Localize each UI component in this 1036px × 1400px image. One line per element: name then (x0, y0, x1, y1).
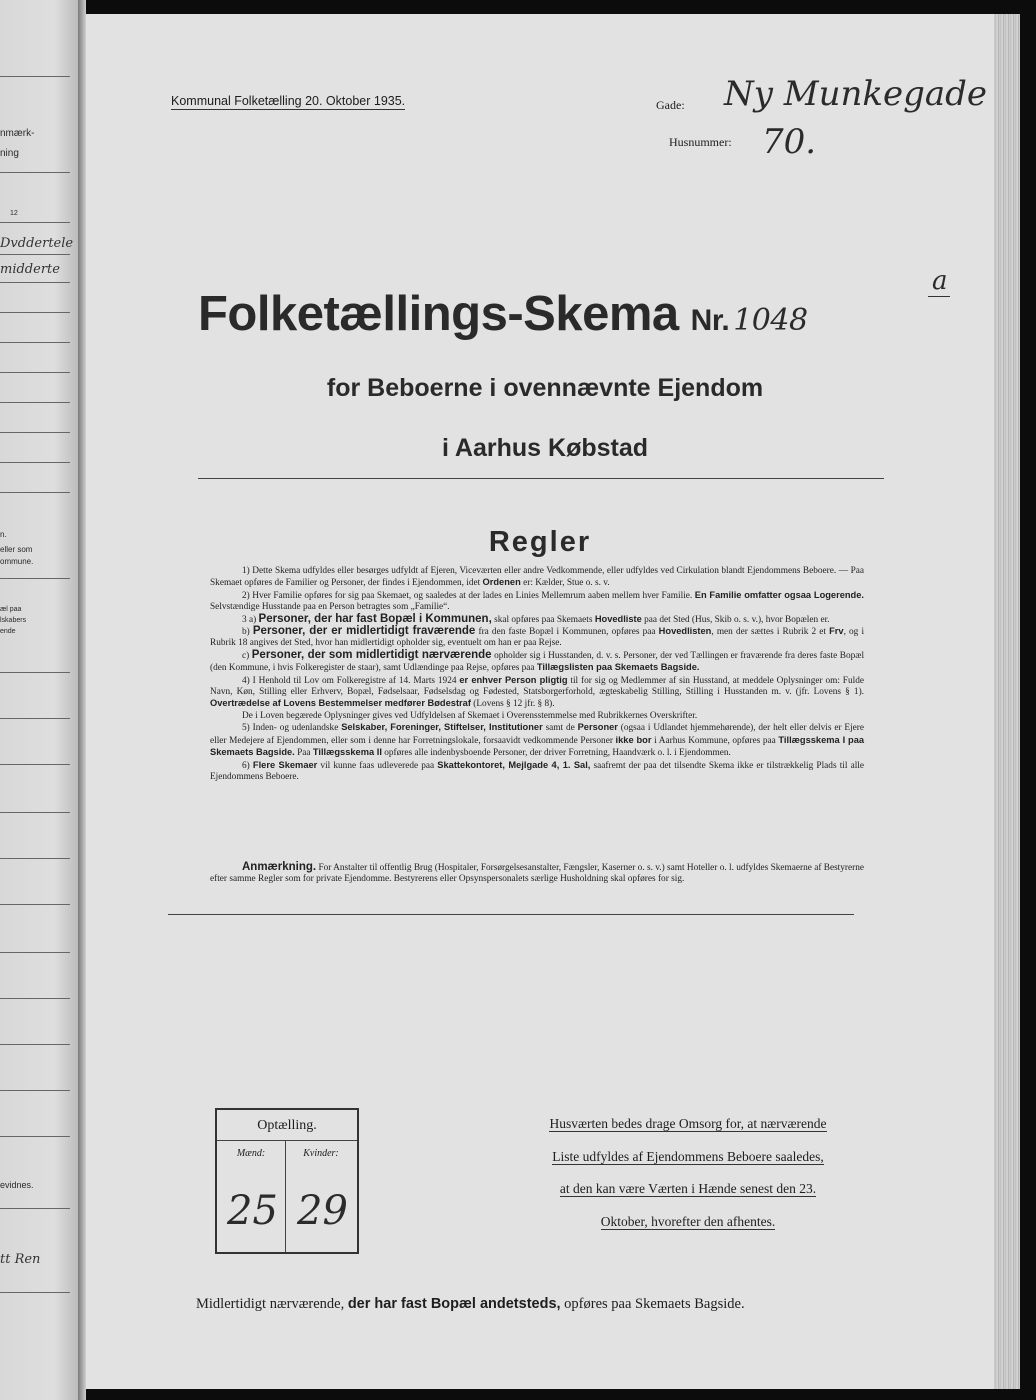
ruled-line (0, 952, 70, 953)
ruled-line (0, 462, 70, 463)
women-count: 29 (297, 1188, 348, 1234)
left-page-handwriting: midderte (0, 262, 60, 277)
ruled-line (0, 432, 70, 433)
rule-3b: b) Personer, der er midlertidigt fraværende fra den faste Bopæl i Kommunen, opføres paa Hovedlisten, men der sættes i Rubrik 2 et Frv, og i Rubrik 18 angives det Sted, hvor han midlertidigt opholder sig, eventuelt om han er paa Rejse. (210, 625, 865, 649)
form-title (86, 286, 994, 342)
rule-5: 5) Inden- og udenlandske Selskaber, Foreninger, Stiftelser, Institutioner samt de Personer (ogsaa i Udlandet hjemmehørende), der helt eller delvis er Ejere eller Medejere af Ejendommen, eller som i denne har Forretningslokale, forsaavidt vedkommende Personer ikke bor i Aarhus Kommune, opføres paa Tillægsskema I paa Skemaets Bagside. Paa Tillægsskema II opføres alle indenbysboende Personer, der driver Forretning, Haandværk o. l. i Ejendommen. (210, 722, 865, 759)
ruled-line (0, 172, 70, 173)
left-page-handwriting: Dvddertele (0, 236, 74, 251)
ruled-line (0, 858, 70, 859)
ruled-line (0, 372, 70, 373)
left-page-text: ende (0, 628, 16, 635)
ruled-line (0, 578, 70, 579)
ruled-line (0, 1208, 70, 1209)
house-number-label: Husnummer: (669, 135, 732, 149)
ruled-line (0, 1136, 70, 1137)
remark-text: For Anstalter til offentlig Brug (Hospitaler, Forsørgelsesanstalter, Fængsler, Kaserner o. s. v.) samt Hoteller o. l. udfyldes Skemaerne af Bestyrerne efter samme Regler som for private Ejendomme. Bestyrerens eller Opsynspersonalets særlige Husholdning skal opføres for sig. (210, 863, 865, 885)
ruled-line (0, 904, 70, 905)
rule-2: 2) Hver Familie opføres for sig paa Skemaet, og saaledes at der lades en Linies Mellemrum aaben mellem hver Familie. En Familie omfatter ogsaa Logerende. Selvstændige Husstande paa en Person betragtes som „Familie“. (210, 589, 864, 613)
ruled-line (0, 312, 70, 313)
ruled-line (0, 672, 70, 673)
form-subtitle-1: for Beboerne i ovennævnte Ejendom (326, 374, 764, 402)
count-box-divider (285, 1140, 286, 1252)
rule-4-note: De i Loven begærede Oplysninger gives ved Udfyldelsen af Skemaet i Overensstemmelse med Rubrikkernes Overskrifter. (242, 710, 698, 721)
ruled-line (0, 1044, 70, 1045)
ruled-line (0, 492, 70, 493)
left-page-text: eller som (0, 545, 33, 554)
notice-line: Husværten bedes drage Omsorg for, at nærværende (549, 1116, 827, 1131)
remark-heading: Anmærkning. (242, 861, 317, 873)
street-label: Gade: (656, 98, 685, 112)
ruled-line (0, 1292, 70, 1293)
women-label: Kvinder: (303, 1148, 339, 1159)
form-subtitle-2: i Aarhus Købstad (441, 434, 649, 462)
ruled-line (0, 812, 70, 813)
ruled-line (0, 282, 70, 283)
left-page-text: n. (0, 530, 7, 539)
ruled-line (0, 402, 70, 403)
form-title-main: Folketællings-Skema (198, 287, 679, 341)
form-number-suffix: a (932, 266, 948, 296)
left-page-text: ning (0, 148, 19, 159)
notice-line: at den kan være Værten i Hænde senest den 23. (559, 1181, 817, 1196)
men-count: 25 (227, 1188, 278, 1234)
notice-line: Liste udfyldes af Ejendommens Beboere saaledes, (552, 1148, 824, 1164)
notice-line: Oktober, hvorefter den afhentes. (600, 1213, 776, 1229)
street-value: Ny Munkegade (724, 74, 988, 114)
ruled-line (0, 1090, 70, 1091)
rules-heading: Regler (488, 526, 592, 558)
count-box (215, 1108, 359, 1254)
page-edges (994, 14, 1020, 1389)
left-page-text: lskabers (0, 617, 27, 624)
count-box-rule (217, 1140, 357, 1141)
suffix-underline (928, 296, 950, 297)
left-page-text: æl paa (0, 606, 22, 613)
left-page-text: 12 (10, 210, 18, 217)
divider (198, 478, 884, 479)
rule-3a: 3 a) Personer, der har fast Bopæl i Kommunen, skal opføres paa Skemaets Hovedliste paa det Sted (Hus, Skib o. s. v.), hvor Bopælen er. (242, 612, 830, 625)
rules-text (210, 566, 864, 783)
census-header-title: Kommunal Folketælling 20. Oktober 1935. (171, 94, 406, 108)
rule-6: 6) Flere Skemaer vil kunne faas udleverede paa Skattekontoret, Mejlgade 4, 1. Sal, saafremt der paa det tilsendte Skema ikke er tilstrækkelig Plads til alle Ejendommens Beboere. (210, 759, 864, 782)
ruled-line (0, 76, 70, 77)
ruled-line (0, 718, 70, 719)
ruled-line (0, 998, 70, 999)
footer-note: Midlertidigt nærværende, der har fast Bopæl andetsteds, opføres paa Skemaets Bagside. (196, 1296, 745, 1312)
divider (168, 914, 854, 915)
count-caption: Optælling. (257, 1118, 317, 1133)
ruled-line (0, 254, 70, 255)
ruled-line (0, 222, 70, 223)
men-label: Mænd: (236, 1148, 266, 1159)
house-number-value: 70. (762, 122, 817, 162)
landlord-notice (518, 1112, 858, 1233)
previous-page-strip (0, 0, 78, 1400)
ruled-line (0, 342, 70, 343)
census-form-page (86, 14, 994, 1389)
rule-4: 4) I Henhold til Lov om Folkeregistre af 14. Marts 1924 er enhver Person pligtig til for sig og Medlemmer af sin Husstand, at meddele Oplysninger om: Fulde Navn, Køn, Stilling eller Erhverv, Bopæl, Fødselsaar, Fødselsdag og Fødested, Statsborgerforhold, ægteskabelig Stilling, Stilling i Husstanden m. v. (jfr. Lovens § 1). Overtrædelse af Lovens Bestemmelser medfører Bødestraf (Lovens § 12 jfr. § 8). (210, 674, 864, 710)
form-number-value: 1048 (733, 303, 808, 338)
left-page-handwriting: tt Ren (0, 1252, 41, 1267)
form-number-label: Nr. (690, 304, 730, 337)
book-gutter (78, 0, 86, 1400)
ruled-line (0, 764, 70, 765)
left-page-text: evidnes. (0, 1180, 34, 1190)
rule-3c: c) Personer, der som midlertidigt nærværende opholder sig i Husstanden, d. v. s. Personer, der ved Tællingen er fraværende fra deres faste Bopæl (den Kommune, i hvis Folkeregister de staar), samt Udlændinge paa Rejse, opføres paa Tillægslisten paa Skemaets Bagside. (210, 648, 865, 674)
left-page-text: nmærk- (0, 128, 35, 139)
left-page-text: ommune. (0, 557, 34, 566)
rule-1: 1) Dette Skema udfyldes eller besørges udfyldt af Ejeren, Viceværten eller andre Vedkommende, eller udfyldes ved Cirkulation blandt Ejendommens Beboere. — Paa Skemaet opføres de Familier og Personer, der findes i Ejendommen, idet Ordenen er: Kælder, Stue o. s. v. (210, 566, 864, 589)
remark-block (210, 862, 864, 886)
